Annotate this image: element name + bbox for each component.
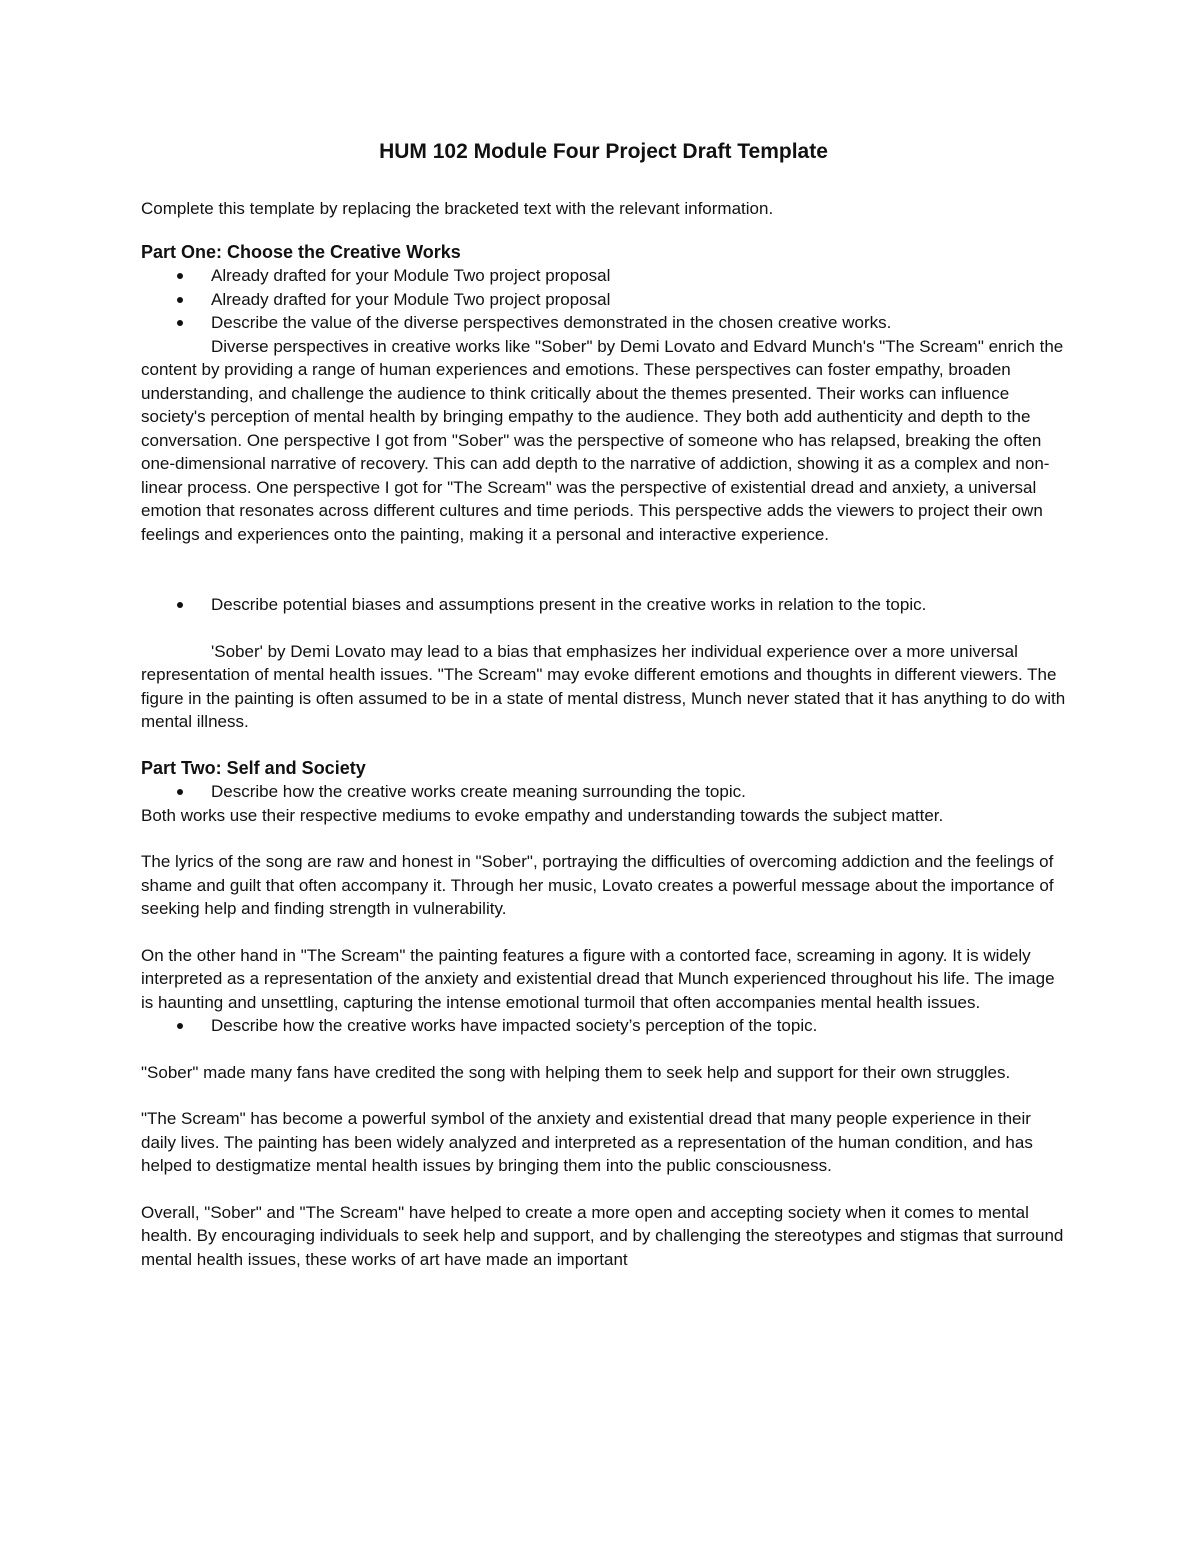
spacer: [141, 546, 1066, 593]
document-body: [141, 137, 1066, 1271]
spacer: [141, 921, 1066, 944]
list-item: Describe potential biases and assumptions present in the creative works in relation to the topic.: [141, 593, 1066, 617]
part-two-list: [141, 780, 1066, 804]
meaning-paragraph: The lyrics of the song are raw and honest in "Sober", portraying the difficulties of overcoming addiction and the feelings of shame and guilt that often accompany it. Through her music, Lovato creates a powerful message about the importance of seeking help and finding strength in vulnerability.: [141, 852, 1054, 918]
spacer: [141, 734, 1066, 757]
list-item-label: Describe the value of the diverse perspectives demonstrated in the chosen creative works.: [211, 313, 892, 332]
meaning-paragraph: On the other hand in "The Scream" the painting features a figure with a contorted face, screaming in agony. It is widely interpreted as a representation of the anxiety and existential dread that Munch experienced throughout his life. The image is haunting and unsettling, capturing the intense emotional turmoil that often accompanies mental health issues.: [141, 945, 1055, 1012]
impact-paragraph: "The Scream" has become a powerful symbol of the anxiety and existential dread that many people experience in their daily lives. The painting has been widely analyzed and interpreted as a representation of the human condition, and has helped to destigmatize mental health issues by bringing them into the public consciousness.: [141, 1109, 1033, 1175]
document-title: HUM 102 Module Four Project Draft Template: [379, 140, 828, 163]
part-two-heading: Part Two: Self and Society: [141, 757, 366, 778]
answer-biases-paragraph: 'Sober' by Demi Lovato may lead to a bias that emphasizes her individual experience over a more universal representation of mental health issues. "The Scream" may evoke different emotions and thoughts in different viewers. The figure in the painting is often assumed to be in a state of mental distress, Munch never stated that it has anything to do with mental illness.: [141, 641, 1066, 731]
part-one-list-2: [141, 593, 1066, 617]
meaning-paragraph: Both works use their respective mediums to evoke empathy and understanding towards the subject matter.: [141, 805, 944, 825]
intro-text: Complete this template by replacing the bracketed text with the relevant information.: [141, 199, 774, 218]
impact-paragraph: "Sober" made many fans have credited the song with helping them to seek help and support for their own struggles.: [141, 1062, 1011, 1082]
list-item: Already drafted for your Module Two project proposal: [141, 288, 1066, 312]
answer-value-paragraph: Diverse perspectives in creative works like "Sober" by Demi Lovato and Edvard Munch's "The Scream" enrich the content by providing a range of human experiences and emotions. These perspectives can foster empathy, broaden understanding, and challenge the audience to think critically about the themes presented. Their works can influence society's perception of mental health by bringing empathy to the audience. They both add authenticity and depth to the conversation. One perspective I got from "Sober" was the perspective of someone who has relapsed, breaking the often one-dimensional narrative of recovery. This can add depth to the narrative of addiction, showing it as a complex and non-linear process. One perspective I got for "The Scream" was the perspective of existential dread and anxiety, a universal emotion that resonates across different cultures and time periods. This perspective adds the viewers to project their own feelings and experiences onto the painting, making it a personal and interactive experience.: [141, 336, 1064, 544]
spacer: [141, 827, 1066, 850]
spacer: [141, 1084, 1066, 1107]
list-item: Already drafted for your Module Two project proposal: [141, 264, 1066, 288]
part-two-list-2: [141, 1014, 1066, 1038]
spacer: [141, 1178, 1066, 1201]
spacer: [141, 617, 1066, 640]
part-one-heading: Part One: Choose the Creative Works: [141, 241, 461, 262]
spacer: [141, 1038, 1066, 1061]
list-item: Describe how the creative works create meaning surrounding the topic.: [141, 780, 1066, 804]
list-item: [141, 311, 1066, 335]
part-one-list: [141, 264, 1066, 335]
impact-paragraph: Overall, "Sober" and "The Scream" have helped to create a more open and accepting society when it comes to mental health. By encouraging individuals to seek help and support, and by challenging the stereotypes and stigmas that surround mental health issues, these works of art have made an important: [141, 1202, 1064, 1269]
list-item: Describe how the creative works have impacted society’s perception of the topic.: [141, 1014, 1066, 1038]
